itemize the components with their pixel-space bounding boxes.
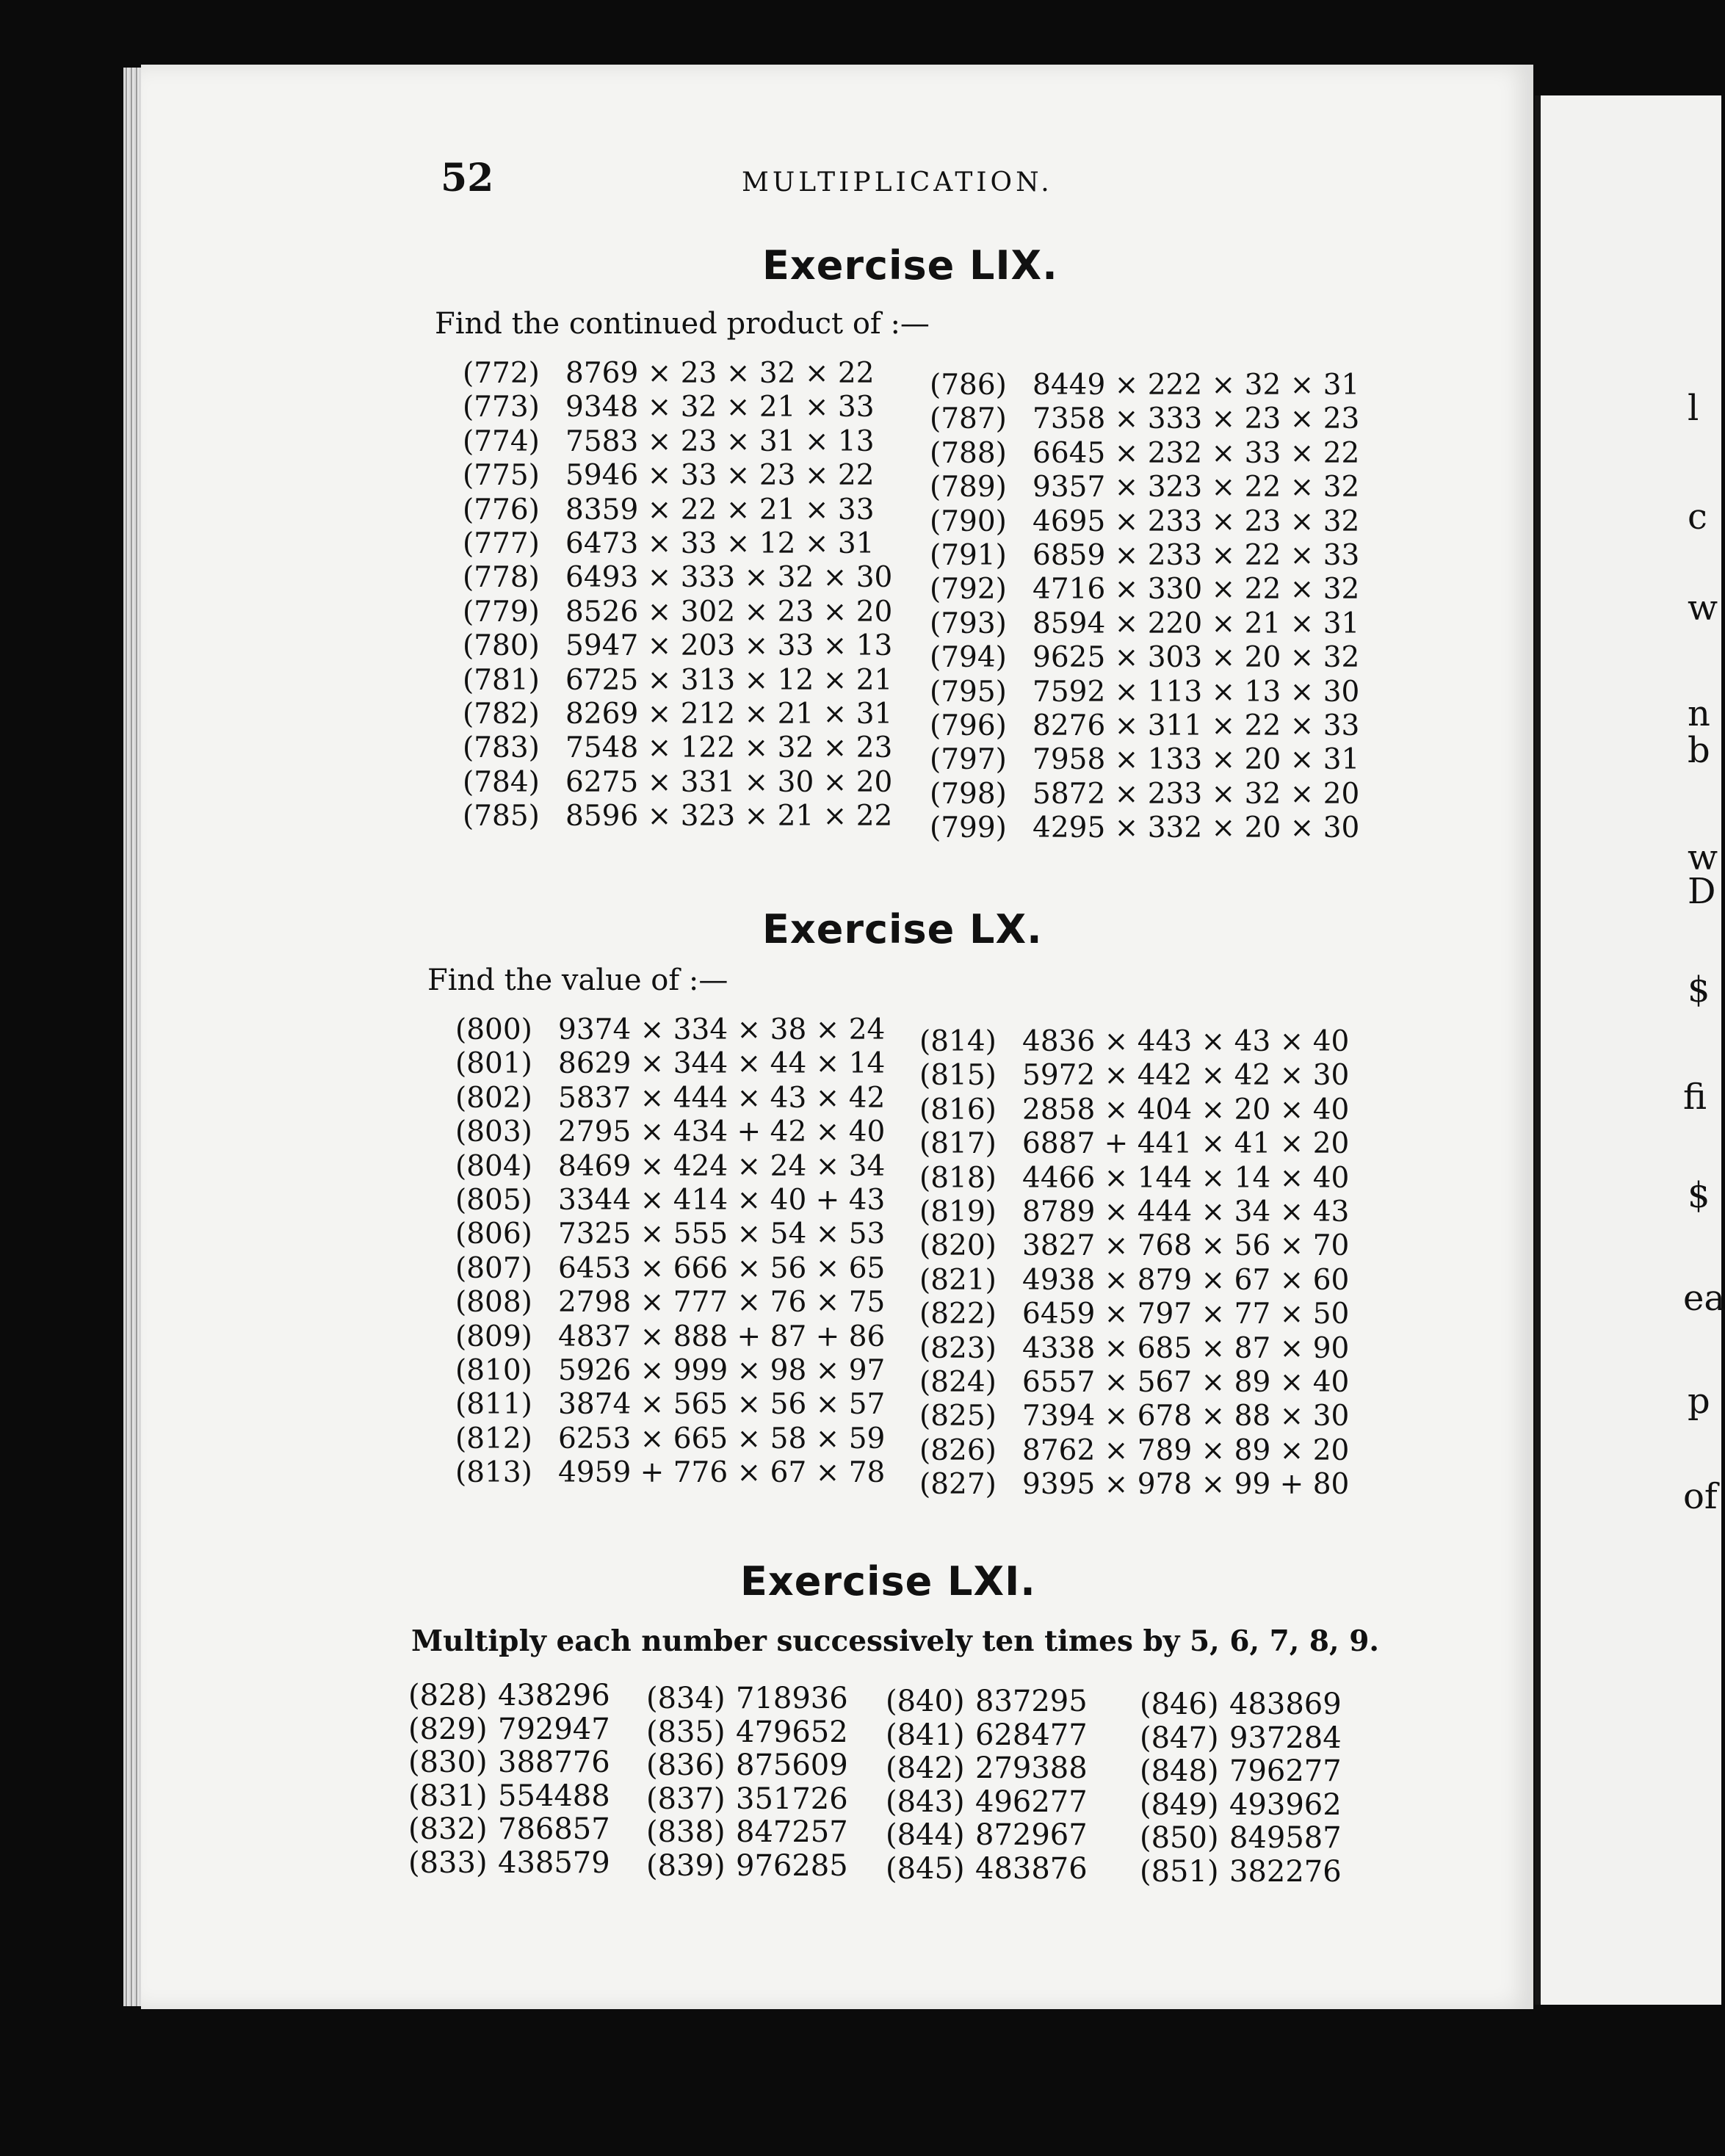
facing-page-fragment: l [1688, 388, 1699, 429]
problem-number: (796) [930, 709, 1007, 742]
problem-row [919, 1195, 1349, 1229]
problem-row [919, 1400, 1349, 1433]
problem-number: (844) [886, 1818, 965, 1852]
problem-expression: 3827 × 768 × 56 × 70 [1022, 1229, 1350, 1263]
problem-expression: 2798 × 777 × 76 × 75 [558, 1286, 886, 1320]
problem-row [1140, 1788, 1342, 1822]
exercise-lxi-instruction: Multiply each number successively ten times by 5, 6, 7, 8, 9. [411, 1624, 1379, 1658]
problem-expression: 8359 × 22 × 21 × 33 [565, 493, 875, 527]
problem-row [455, 1388, 885, 1422]
problem-number: (827) [919, 1468, 997, 1502]
problem-number: (822) [919, 1298, 997, 1331]
problem-number: (818) [919, 1161, 997, 1195]
problem-row [886, 1852, 1088, 1886]
problem-row [463, 731, 892, 765]
problem-number: (813) [455, 1456, 532, 1490]
problem-row [646, 1748, 848, 1782]
problem-number: (849) [1140, 1787, 1219, 1822]
problem-expression: 4938 × 879 × 67 × 60 [1022, 1263, 1350, 1297]
problem-number: (820) [919, 1229, 997, 1263]
problem-number: (790) [930, 504, 1007, 538]
problem-expression: 8276 × 311 × 22 × 33 [1033, 709, 1360, 742]
problem-number: (795) [930, 675, 1007, 709]
problem-expression: 7958 × 133 × 20 × 31 [1033, 743, 1360, 777]
problem-number: (824) [919, 1365, 997, 1399]
problem-row [1140, 1687, 1342, 1721]
problem-expression: 438296 [498, 1679, 610, 1712]
problem-row [919, 1468, 1349, 1502]
problem-number: (772) [463, 357, 540, 390]
problem-number: (832) [408, 1812, 488, 1846]
exercise-lix-instruction: Find the continued product of :— [435, 307, 930, 341]
problem-row [930, 709, 1359, 743]
problem-number: (836) [646, 1748, 726, 1782]
problem-row [455, 1184, 885, 1218]
problem-number: (823) [919, 1331, 997, 1365]
problem-expression: 4959 + 776 × 67 × 78 [558, 1456, 886, 1490]
problem-row [455, 1218, 885, 1251]
facing-page-fragment: p [1688, 1381, 1710, 1422]
problem-number: (778) [463, 561, 540, 595]
exercise-lx-right-column [919, 1025, 1349, 1502]
problem-expression: 8629 × 344 × 44 × 14 [558, 1047, 886, 1081]
problem-number: (809) [455, 1320, 532, 1353]
problem-row [930, 369, 1359, 402]
problem-number: (789) [930, 471, 1007, 504]
problem-number: (810) [455, 1353, 532, 1387]
problem-number: (825) [919, 1400, 997, 1433]
problem-number: (826) [919, 1433, 997, 1467]
problem-row [1140, 1821, 1342, 1855]
problem-expression: 6453 × 666 × 56 × 65 [558, 1251, 886, 1285]
facing-page [1535, 95, 1721, 2005]
problem-expression: 9395 × 978 × 99 + 80 [1022, 1468, 1350, 1502]
problem-row [463, 800, 892, 833]
problem-number: (782) [463, 697, 540, 731]
problem-row [930, 743, 1359, 777]
problem-number: (819) [919, 1195, 997, 1229]
problem-number: (806) [455, 1218, 532, 1251]
problem-row [408, 1679, 610, 1712]
problem-number: (807) [455, 1251, 532, 1285]
problem-expression: 847257 [736, 1815, 848, 1849]
problem-expression: 388776 [498, 1746, 610, 1779]
problem-number: (780) [463, 629, 540, 663]
facing-page-fragment: of [1683, 1476, 1718, 1517]
problem-number: (841) [886, 1718, 965, 1752]
problem-row [408, 1712, 610, 1746]
problem-number: (788) [930, 436, 1007, 470]
problem-row [886, 1718, 1088, 1752]
problem-row [408, 1846, 610, 1880]
problem-row [646, 1715, 848, 1749]
problem-number: (774) [463, 424, 540, 458]
problem-number: (802) [455, 1081, 532, 1115]
problem-expression: 6725 × 313 × 12 × 21 [565, 663, 893, 697]
facing-page-fragment: c [1688, 496, 1707, 538]
problem-row [886, 1818, 1088, 1852]
problem-row [463, 391, 892, 424]
problem-expression: 479652 [736, 1715, 848, 1749]
problem-expression: 4695 × 233 × 23 × 32 [1033, 504, 1360, 538]
exercise-lix-left-column [463, 357, 892, 833]
problem-number: (777) [463, 527, 540, 560]
problem-row [1140, 1721, 1342, 1755]
exercise-lx-left-column [455, 1013, 885, 1490]
problem-number: (828) [408, 1679, 488, 1712]
problem-expression: 8789 × 444 × 34 × 43 [1022, 1195, 1350, 1229]
problem-row [463, 459, 892, 493]
problem-expression: 483876 [975, 1851, 1088, 1886]
problem-expression: 279388 [975, 1751, 1088, 1785]
problem-expression: 8594 × 220 × 21 × 31 [1033, 607, 1360, 640]
problem-number: (847) [1140, 1721, 1219, 1755]
problem-number: (798) [930, 777, 1007, 811]
problem-expression: 6645 × 232 × 33 × 22 [1033, 436, 1360, 470]
problem-row [886, 1751, 1088, 1785]
problem-expression: 2795 × 434 + 42 × 40 [558, 1115, 886, 1149]
problem-number: (838) [646, 1815, 726, 1849]
problem-row [1140, 1754, 1342, 1788]
problem-number: (848) [1140, 1754, 1219, 1788]
problem-expression: 6275 × 331 × 30 × 20 [565, 765, 893, 799]
problem-row [919, 1025, 1349, 1059]
problem-row [919, 1162, 1349, 1195]
problem-row [919, 1298, 1349, 1331]
problem-expression: 9348 × 32 × 21 × 33 [565, 391, 875, 424]
problem-expression: 6493 × 333 × 32 × 30 [565, 561, 893, 595]
problem-number: (843) [886, 1784, 965, 1819]
problem-number: (781) [463, 663, 540, 697]
problem-number: (783) [463, 731, 540, 765]
problem-expression: 7358 × 333 × 23 × 23 [1033, 402, 1360, 436]
problem-expression: 5837 × 444 × 43 × 42 [558, 1081, 886, 1115]
problem-row [646, 1815, 848, 1849]
problem-expression: 6557 × 567 × 89 × 40 [1022, 1365, 1350, 1399]
problem-row [646, 1682, 848, 1715]
problem-expression: 4338 × 685 × 87 × 90 [1022, 1331, 1350, 1365]
problem-expression: 8449 × 222 × 32 × 31 [1033, 369, 1360, 402]
problem-expression: 2858 × 404 × 20 × 40 [1022, 1093, 1350, 1126]
facing-page-fragment: $ [1688, 969, 1710, 1010]
problem-row [463, 493, 892, 527]
problem-number: (799) [930, 811, 1007, 845]
problem-number: (831) [408, 1779, 488, 1813]
problem-row [919, 1264, 1349, 1298]
problem-expression: 7325 × 555 × 54 × 53 [558, 1218, 886, 1251]
problem-expression: 837295 [975, 1685, 1088, 1718]
exercise-lxi-column-1 [408, 1679, 610, 1879]
problem-number: (850) [1140, 1821, 1219, 1855]
problem-expression: 4837 × 888 + 87 + 86 [558, 1320, 886, 1353]
problem-number: (794) [930, 641, 1007, 675]
problem-expression: 4716 × 330 × 22 × 32 [1033, 573, 1360, 607]
exercise-lix-right-column [930, 369, 1359, 845]
running-head: MULTIPLICATION. [742, 167, 1053, 198]
page-number: 52 [441, 156, 494, 200]
problem-row [930, 573, 1359, 607]
problem-number: (785) [463, 800, 540, 833]
problem-expression: 5872 × 233 × 32 × 20 [1033, 777, 1360, 811]
problem-row [930, 539, 1359, 573]
problem-row [919, 1366, 1349, 1400]
problem-row [408, 1779, 610, 1813]
problem-expression: 8469 × 424 × 24 × 34 [558, 1149, 886, 1183]
facing-page-fragment: fi [1683, 1077, 1707, 1118]
facing-page-fragment: $ [1688, 1175, 1710, 1216]
problem-number: (787) [930, 402, 1007, 436]
problem-row [455, 1354, 885, 1388]
problem-number: (833) [408, 1845, 488, 1880]
problem-row [463, 766, 892, 800]
problem-number: (815) [919, 1059, 997, 1093]
problem-expression: 6473 × 33 × 12 × 31 [565, 527, 875, 560]
problem-number: (812) [455, 1422, 532, 1455]
facing-page-fragment: b [1688, 730, 1710, 771]
problem-row [930, 402, 1359, 436]
problem-expression: 7548 × 122 × 32 × 23 [565, 731, 893, 765]
problem-number: (776) [463, 493, 540, 527]
problem-expression: 5946 × 33 × 23 × 22 [565, 459, 875, 493]
problem-number: (803) [455, 1115, 532, 1149]
problem-row [455, 1013, 885, 1047]
problem-expression: 5926 × 999 × 98 × 97 [558, 1353, 886, 1387]
problem-row [646, 1849, 848, 1883]
problem-expression: 792947 [498, 1712, 610, 1746]
problem-row [919, 1093, 1349, 1127]
problem-number: (786) [930, 369, 1007, 402]
problem-expression: 7592 × 113 × 13 × 30 [1033, 675, 1360, 709]
problem-row [463, 527, 892, 561]
problem-number: (805) [455, 1183, 532, 1217]
problem-expression: 7394 × 678 × 88 × 30 [1022, 1400, 1350, 1433]
problem-expression: 9357 × 323 × 22 × 32 [1033, 471, 1360, 504]
problem-row [919, 1229, 1349, 1263]
problem-expression: 554488 [498, 1779, 610, 1813]
problem-expression: 628477 [975, 1718, 1088, 1752]
problem-expression: 8769 × 23 × 32 × 22 [565, 357, 875, 390]
problem-row [455, 1047, 885, 1081]
problem-number: (829) [408, 1712, 488, 1746]
problem-expression: 493962 [1229, 1787, 1342, 1822]
problem-number: (835) [646, 1715, 726, 1749]
problem-expression: 849587 [1229, 1821, 1342, 1855]
problem-number: (775) [463, 459, 540, 493]
problem-expression: 6459 × 797 × 77 × 50 [1022, 1298, 1350, 1331]
problem-row [408, 1746, 610, 1779]
problem-row [463, 561, 892, 595]
problem-number: (793) [930, 607, 1007, 640]
problem-number: (817) [919, 1127, 997, 1161]
problem-expression: 9374 × 334 × 38 × 24 [558, 1013, 886, 1046]
problem-expression: 4466 × 144 × 14 × 40 [1022, 1161, 1350, 1195]
problem-number: (845) [886, 1851, 965, 1886]
problem-number: (801) [455, 1047, 532, 1081]
problem-expression: 6887 + 441 × 41 × 20 [1022, 1127, 1350, 1161]
problem-row [886, 1785, 1088, 1819]
problem-number: (830) [408, 1746, 488, 1779]
problem-row [455, 1286, 885, 1320]
problem-row [930, 607, 1359, 641]
problem-row [463, 425, 892, 459]
facing-page-fragment: n [1688, 693, 1710, 734]
facing-page-fragment: w [1688, 587, 1718, 629]
problem-number: (811) [455, 1388, 532, 1422]
problem-row [455, 1456, 885, 1490]
problem-expression: 3874 × 565 × 56 × 57 [558, 1388, 886, 1422]
problem-row [930, 505, 1359, 539]
problem-expression: 7583 × 23 × 31 × 13 [565, 424, 875, 458]
facing-page-fragment: ea [1683, 1278, 1725, 1319]
problem-number: (821) [919, 1263, 997, 1297]
exercise-lx-title: Exercise LX. [762, 906, 1043, 952]
problem-row [919, 1434, 1349, 1468]
problem-row [455, 1082, 885, 1115]
problem-row [455, 1150, 885, 1184]
problem-number: (797) [930, 743, 1007, 777]
problem-number: (804) [455, 1149, 532, 1183]
problem-row [930, 811, 1359, 845]
problem-row [455, 1422, 885, 1456]
problem-row [408, 1812, 610, 1846]
problem-number: (808) [455, 1286, 532, 1320]
problem-row [930, 437, 1359, 471]
problem-expression: 4295 × 332 × 20 × 30 [1033, 811, 1360, 845]
problem-row [463, 698, 892, 731]
problem-row [463, 596, 892, 629]
problem-number: (840) [886, 1685, 965, 1718]
problem-number: (800) [455, 1013, 532, 1046]
problem-number: (792) [930, 573, 1007, 607]
problem-number: (846) [1140, 1687, 1219, 1721]
exercise-lix-title: Exercise LIX. [762, 242, 1058, 289]
problem-expression: 483869 [1229, 1687, 1342, 1721]
exercise-lxi-title: Exercise LXI. [740, 1558, 1036, 1605]
problem-row [886, 1685, 1088, 1718]
problem-expression: 9625 × 303 × 20 × 32 [1033, 641, 1360, 675]
problem-row [919, 1059, 1349, 1093]
exercise-lxi-column-4 [1140, 1687, 1342, 1888]
problem-row [455, 1320, 885, 1354]
problem-number: (773) [463, 391, 540, 424]
problem-row [930, 778, 1359, 811]
problem-number: (779) [463, 595, 540, 629]
facing-page-fragment: w [1688, 837, 1718, 878]
problem-number: (839) [646, 1848, 726, 1883]
problem-expression: 8269 × 212 × 21 × 31 [565, 697, 893, 731]
problem-expression: 5972 × 442 × 42 × 30 [1022, 1059, 1350, 1093]
problem-row [463, 629, 892, 663]
problem-expression: 8762 × 789 × 89 × 20 [1022, 1433, 1350, 1467]
problem-expression: 3344 × 414 × 40 + 43 [558, 1183, 886, 1217]
problem-number: (816) [919, 1093, 997, 1126]
problem-number: (842) [886, 1751, 965, 1785]
problem-row [930, 471, 1359, 504]
problem-expression: 976285 [736, 1848, 848, 1883]
problem-expression: 351726 [736, 1781, 848, 1816]
problem-row [646, 1782, 848, 1816]
problem-expression: 6253 × 665 × 58 × 59 [558, 1422, 886, 1455]
problem-expression: 5947 × 203 × 33 × 13 [565, 629, 893, 663]
exercise-lx-instruction: Find the value of :— [427, 963, 728, 997]
problem-row [455, 1115, 885, 1149]
problem-expression: 496277 [975, 1784, 1088, 1819]
problem-number: (834) [646, 1682, 726, 1715]
problem-expression: 786857 [498, 1812, 610, 1846]
problem-row [919, 1332, 1349, 1366]
problem-expression: 875609 [736, 1748, 848, 1782]
problem-expression: 438579 [498, 1845, 610, 1880]
problem-expression: 796277 [1229, 1754, 1342, 1788]
problem-expression: 8596 × 323 × 21 × 22 [565, 800, 893, 833]
problem-number: (814) [919, 1025, 997, 1058]
problem-expression: 937284 [1229, 1721, 1342, 1755]
problem-row [1140, 1855, 1342, 1889]
problem-row [463, 664, 892, 698]
problem-expression: 382276 [1229, 1854, 1342, 1889]
exercise-lxi-column-2 [646, 1682, 848, 1882]
problem-number: (851) [1140, 1854, 1219, 1889]
problem-expression: 6859 × 233 × 22 × 33 [1033, 538, 1360, 572]
problem-row [930, 641, 1359, 675]
facing-page-fragment: D [1688, 871, 1716, 912]
problem-number: (791) [930, 538, 1007, 572]
problem-number: (784) [463, 765, 540, 799]
problem-row [455, 1252, 885, 1286]
problem-expression: 872967 [975, 1818, 1088, 1852]
problem-expression: 4836 × 443 × 43 × 40 [1022, 1025, 1350, 1058]
exercise-lxi-column-3 [886, 1685, 1088, 1885]
problem-number: (837) [646, 1781, 726, 1816]
problem-expression: 8526 × 302 × 23 × 20 [565, 595, 893, 629]
problem-expression: 718936 [736, 1682, 848, 1715]
problem-row [463, 357, 892, 391]
problem-row [930, 676, 1359, 709]
problem-row [919, 1127, 1349, 1161]
